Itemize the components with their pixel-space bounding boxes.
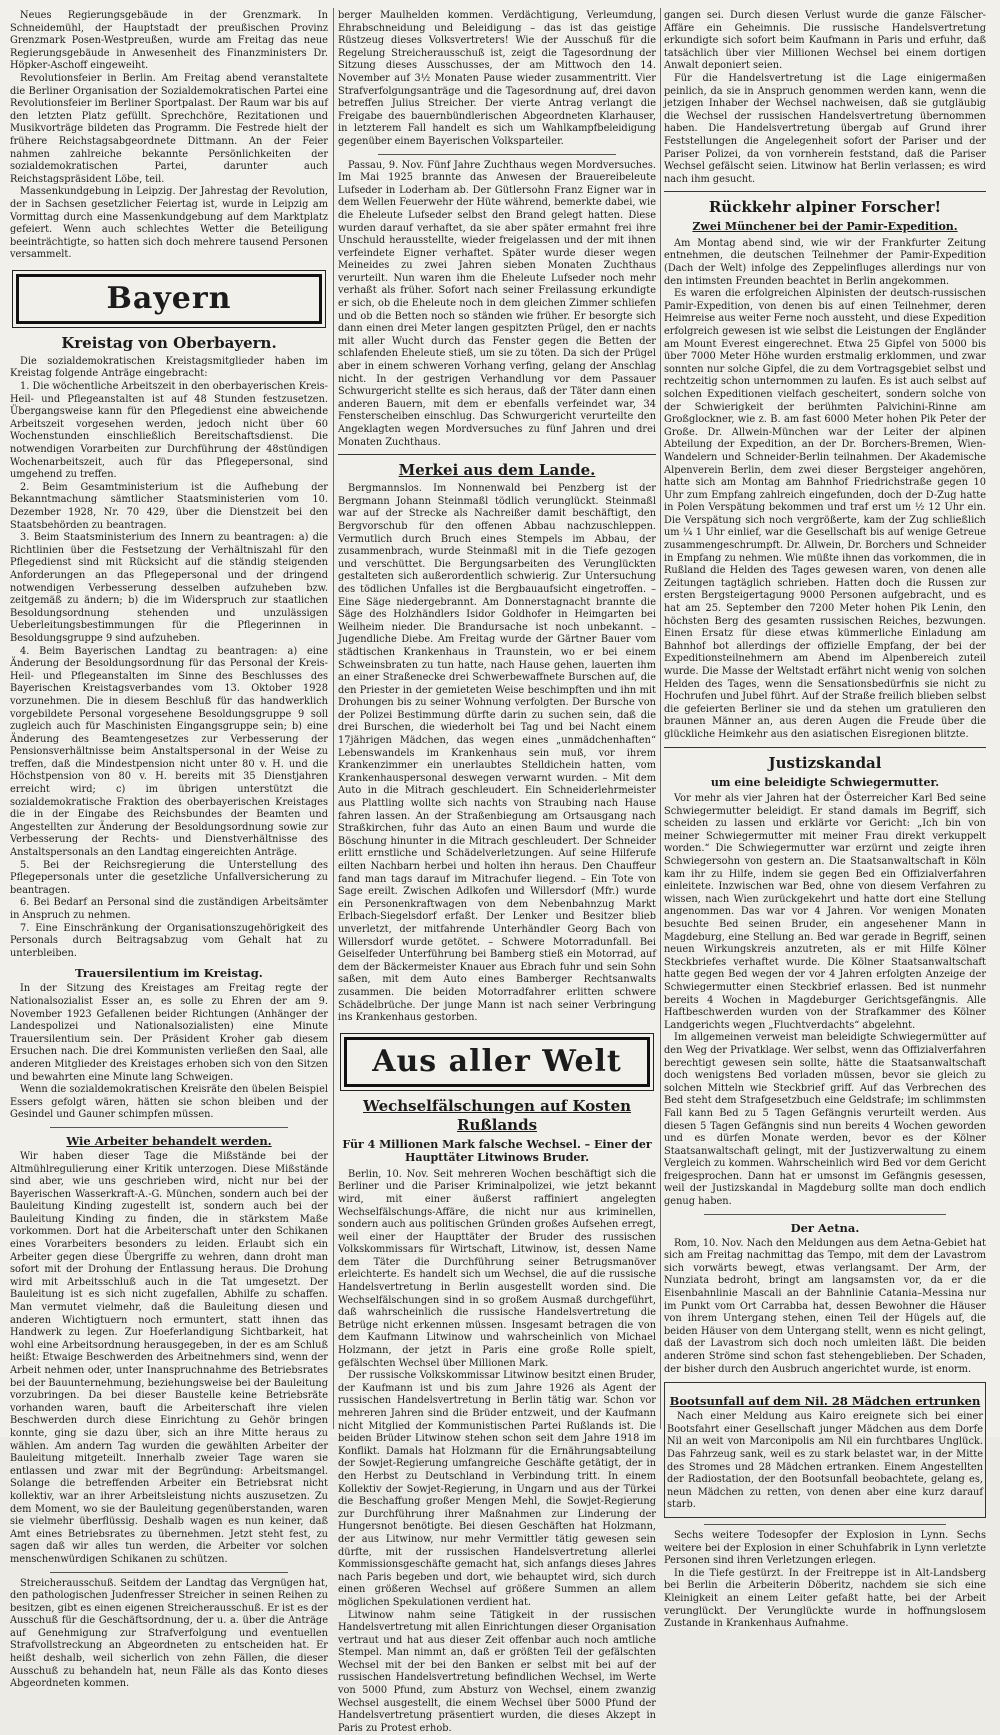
article-subheadline: Zwei Münchener bei der Pamir-Expedition.: [664, 220, 986, 234]
article-paragraph: 3. Beim Staatsministerium des Innern zu beantragen: a) die Richtlinien über die Festsetzung der Verhältniszahl für den Pflegedienst sind mit Rücksicht auf die ständig steigenden Anforderungen an das Pflegepersonal und der dringend notwendigen Verbesserung desselben aufzuheben bzw. zeitgemäß zu ändern; b) die im Widerspruch zur staatlichen Besoldungsordnung stehenden und unzulässigen Ueberleitungsbestimmungen für die Pflegerinnen in Besoldungsgruppe 9 sind aufzuheben.: [10, 532, 328, 645]
article-paragraph: Wir haben dieser Tage die Mißstände bei der Altmühlregulierung einer Kritik unterzogen. Diese Mißstände sind aber, wie uns geschrieben wird, nicht nur bei der Bayerischen Wasserkraft-A.-G. München, sondern auch bei der Bauleitung Kinding zugestellt ist, sondern auch bei der Bauleitung Kinding zu finden, die in stärkstem Maße vorkommen. Dort hat die Arbeiterschaft unter den Schikanen eines Vorarbeiters besonders zu leiden. Erlaubt sich ein Arbeiter gegen diese Übergriffe zu wehren, dann droht man sofort mit der Drohung der Entlassung heraus. Die Drohung wird mit Arbeitsschluß auch in die Tat umgesetzt. Der Bauleitung ist es sich nicht zugefallen, Abhilfe zu schaffen. Man vermutet vielmehr, daß die Bauleitung diesen und anderen Wichtigtuern noch ermuntert, statt ihnen das Handwerk zu legen. Zur Hoeferlandigung Sichtbarkeit, hat wohl eine Arbeitsordnung herausgegeben, in der es am Schluß heißt: Etwaige Beschwerden des Arbeitnehmers sind, wenn der Arbeit nehmen oder, unter Inanspruchnahme des Betriebsrates bei der Bauunternehmung, beziehungsweise bei der Bauleitung vorzubringen. Da bei dieser Baustelle keine Betriebsräte vorhanden waren, bauft die Arbeiterschaft ihre vielen Beschwerden durch diese Einrichtung zu Gehör bringen konnte, ging sie dazu über, sich an ihre Mitte heraus zu wählen. Am andern Tag wurden die gewählten Arbeiter der Bauleitung mitgeteilt. Innerhalb zweier Tage waren sie entlassen und zwar mit der Begründung: Arbeitsmangel. Solange die betreffenden Arbeiter ein Betriebsrat nicht kollektiv, war an ihrer Arbeitsleistung nichts auszusetzen. Zu dem Moment, wo sie der Bauleitung gegenüberstanden, waren sie vielmehr überflüssig. Deshalb wagen es nun keiner, daß Amt eines Betriebsrates zu übernehmen. Jetzt steht fest, zu sagen daß wir alles tun werden, die Arbeiter vor solchen menschenwürdigen Schikanen zu schützen.: [10, 1151, 328, 1567]
article-paragraph: Vor mehr als vier Jahren hat der Österreicher Karl Bed seine Schwiegermutter beleidigt. Er stand damals im Begriff, sich scheiden zu lassen und erklärte vor Gericht: „Ich bin von meiner Schwiegermutter mit meiner Frau direkt verkuppelt worden.“ Die Schwiegermutter war erzürnt und zeigte ihren Schwiegersohn von gestern an. Die Staatsanwaltschaft in Köln kam ihr zu Hilfe, indem sie gegen Bed ein Offizialverfahren einleitete. Inzwischen war Bed, ohne von diesem Verfahren zu wissen, nach Wien zurückgekehrt und hatte dort eine Stellung angenommen. Das war vor 4 Jahren. Vor wenigen Monaten besuchte Bed seinen Bruder, ein angesehener Mann in Magdeburg, eine Stellung an. Bed war gerade in Begriff, seinen neuen Wirkungskreis anzutreten, als er mit Hilfe Kölner Steckbriefes verhaftet wurde. Die Kölner Staatsanwaltschaft hatte gegen Bed wegen der vor 4 Jahren erfolgten Anzeige der Schwiegermutter einen Steckbrief erlassen. Bed ist nunmehr bereits 4 Wochen in Magdeburger Gerichtsgefängnis. Alle Haftbeschwerden wurden von der Strafkammer des Kölner Landgerichts wegen „Fluchtverdachts“ abgelehnt.: [664, 793, 986, 1032]
boxed-news: [664, 1382, 986, 1518]
news-item: Passau, 9. Nov. Fünf Jahre Zuchthaus wegen Mordversuches. Im Mai 1925 brannte das Anwesen der Brauereibeleute Lufseder in Loderham ab. Der Gütlersohn Franz Eigner war in dem Wellen Feuerwehr der Hüte während, bemerkte dabei, wie die Eheleute Lufseder selbst den Brand gelegt hatten. Diese wurden darauf verhaftet, da sie aber später ermahnt frei ihre Unschuld herausstellte, wieder freigelassen und der mit ihnen verfeindete Eigner verhaftet. Später wurde dieser wegen Meineides zu zwei Jahren sieben Monaten Zuchthaus verurteilt. Nun waren ihm die Eheleute Lufseder noch mehr verhaßt als früher. Sofort nach seiner Freilassung erkundigte er sich, ob die Eheleute noch in dem gleichen Zimmer schliefen und ob die Betten noch so ständen wie früher. Er besorgte sich dann einen drei Meter langen gespitzten Prügel, den er nachts mit aller Wucht durch das Fenster gegen die Betten der schlafenden Eheleute stieß, um sie zu töten. Da sich der Prügel aber in einem schweren Vorhang verfing, gelang der Anschlag nicht. In der gestrigen Verhandlung vor dem Passauer Schwurgericht stellte es sich heraus, daß der Täter dann einen anderen Bauern, mit dem er ebenfalls verfeindet war, 34 Fensterscheiben einschlug. Das Schwurgericht verurteilte den Angeklagten wegen Mordversuches zu fünf Jahren und drei Monaten Zuchthaus.: [338, 160, 656, 450]
article-paragraph: Streicherausschuß. Seitdem der Landtag das Vergnügen hat, den pathologischen Judenfresser Streicher in seinen Reihen zu besitzen, gibt es einen eigenen Streicherausschuß. Er ist es der Ausschuß für die Geschäftsordnung, der u. a. über die Anträge auf Genehmigung zur Strafverfolgung und eventuellen Strafvollstreckung an Abgeordneten zu entscheiden hat. Er heißt deshalb, weil sicherlich von zehn Fällen, die dieser Ausschuß zu behandeln hat, neun Fälle als das Konto dieses Abgeordneten kommen.: [10, 1578, 328, 1691]
article-paragraph: Rom, 10. Nov. Nach den Meldungen aus dem Aetna-Gebiet hat sich am Freitag nachmittag das Tempo, mit dem der Lavastrom sich vorwärts bewegt, etwas verlangsamt. Der Arm, der Nunziata bedroht, bringt am langsamsten vor, da er die Eisenbahnlinie Mascali an der Bahnlinie Catania–Messina nur im Punkt vom Ort Carrabba hat, dessen Bewohner die Häuser von ihrem Untergang stehen, einen Teil der Hügels auf, die beiden Häuser von dem Untergang stellt, wenn es nicht gelingt, daß der Lavastrom sich doch noch umleiten läßt. Die beiden anderen Ströme sind schon fast stehengeblieben. Der Schaden, der bisher durch den Ausbruch angerichtet wurde, ist enorm.: [664, 1238, 986, 1377]
section-banner-bayern: [12, 270, 326, 328]
article-paragraph: Der russische Volkskommissar Litwinow besitzt einen Bruder, der Kaufmann ist und bis zum Jahre 1926 als Agent der russischen Handelsvertretung in Berlin tätig war. Schon vor mehreren Jahren sind die Brüder entzweit, und der Kaufmann nicht Mitglied der Kommunistischen Partei Rußlands ist. Die beiden Brüder Litwinow stehen schon seit dem Jahre 1918 im Konflikt. Damals hat Holzmann für die Ernährungsabteilung der Sowjet-Regierung umfangreiche Geschäfte getätigt, der in den Herbst zu Deutschland in Verbindung tritt. In einem Kollektiv der Sowjet-Regierung, in Ungarn und aus der Türkei die Beschaffung großer Mengen Mehl, die Sowjet-Regierung zur Durchführung ihrer Maßnahmen zur Linderung der Hungersnot benötigte. Bei diesen Geschäften hat Holzmann, der aus Litwinow, nur mehr Vermittler tätig gewesen sein dürfte, mit der russischen Handelsvertretung allerlei Kommissionsgeschäfte gemacht hat, sich anfangs dieses Jahres nach Paris begeben und dort, wie behauptet wird, sich durch einen größeren Wechsel auf größere Summen an allem möglichen Spekulationen verdient hat.: [338, 1370, 656, 1609]
column-right: [664, 10, 986, 1427]
article-headline: Trauersilentium im Kreistag.: [10, 966, 328, 980]
separator: [378, 154, 616, 155]
column-middle: [338, 10, 656, 1427]
article-headline: Kreistag von Oberbayern.: [10, 334, 328, 353]
separator: [704, 1214, 946, 1215]
separator: [338, 454, 656, 455]
article-paragraph: 1. Die wöchentliche Arbeitszeit in den oberbayerischen Kreis-Heil- und Pflegeanstalten ist auf 48 Stunden festzusetzen. Übergangsweise kann für den Pflegedienst eine abweichende Arbeitszeit vorgesehen werden, jedoch nicht über 60 Wochenstunden einschließlich Bereitschaftsdienst. Die notwendigen Vorarbeiten zur Durchführung der 48stündigen Wochenarbeitszeit, auch für das Pflegepersonal, sind umgehend zu treffen.: [10, 381, 328, 482]
separator: [50, 1572, 288, 1573]
news-item: Neues Regierungsgebäude in der Grenzmark. In Schneidemühl, der Hauptstadt der preußischen Provinz Grenzmark Posen-Westpreußen, wurde am Freitag das neue Regierungsgebäude in Anwesenheit des Finanzministers Dr. Höpker-Aschoff eingeweiht.: [10, 10, 328, 73]
article-paragraph: Die sozialdemokratischen Kreistagsmitglieder haben im Kreistag folgende Anträge eingebracht:: [10, 356, 328, 381]
article-subheadline: um eine beleidigte Schwiegermutter.: [664, 776, 986, 790]
article-paragraph: 4. Beim Bayerischen Landtag zu beantragen: a) eine Änderung der Besoldungsordnung für das Personal der Kreis-Heil- und Pflegeanstalten im Sinne des Beschlusses des Bayerischen Kreistagsverbandes vom 13. Oktober 1928 vorzunehmen. Die in diesem Beschluß für das handwerklich vorgebildete Personal vorgesehene Besoldungsgruppe 9 soll zugleich auch für Maschinisten Eingangsgruppe sein; b) eine Änderung des Beamtengesetzes zur Verbesserung der Pensionsverhältnisse beim Anstaltspersonal in der Weise zu treffen, daß die Mindestpension nicht unter 80 v. H. und die Höchstpension von 80 v. H. bereits mit 35 Dienstjahren erreicht wird; c) im übrigen unterstützt die sozialdemokratische Fraktion des oberbayerischen Kreistages die in der Eingabe des Reichsbundes der Beamten und Angestellten zur Änderung der Besoldungsordnung sowie zur Verbesserung der Rechts- und Dienstverhältnisse des Anstaltspersonals an den Landtag eingereichten Anträge.: [10, 646, 328, 860]
article-headline: Bootsunfall auf dem Nil. 28 Mädchen ertrunken: [667, 1394, 983, 1408]
separator: [664, 191, 986, 192]
article-paragraph: berger Maulhelden kommen. Verdächtigung, Verleumdung, Ehrabschneidung und Beleidigung – das ist das geistige Rüstzeug dieses Volksvertreters! Wie der Ausschuß für die Regelung Streicherausschuß ist, zeigt die Tagesordnung der Sitzung dieses Ausschusses, der am Mittwoch den 14. November auf 3½ Monaten Pause wieder zusammentritt. Vier Strafverfolgungsanträge und die Tagesordnung auf, drei davon betreffen Julius Streicher. Der vierte Antrag verlangt die Freigabe des bauernbündlerischen Abgeordneten Klarhauser, in letzterem Fall handelt es sich um Wahlkampfbeleidigung gegenüber einem Bayerischen Volksparteiler.: [338, 10, 656, 149]
article-paragraph: 6. Bei Bedarf an Personal sind die zuständigen Arbeitsämter in Anspruch zu nehmen.: [10, 897, 328, 922]
article-headline: Rückkehr alpiner Forscher!: [664, 198, 986, 217]
article-paragraph: Es waren die erfolgreichen Alpinisten der deutsch-russischen Pamir-Expedition, von denen bis auf einen Teilnehmer, deren Heimreise aus weiter Ferne noch aussteht, und diese Expedition erfolgreich gewesen ist wie selbst die Leistungen der Engländer am Mount Everest eingerechnet. Etwa 25 Gipfel von 5000 bis über 7000 Meter Höhe wurden erstmalig erklommen, und zwar sonnten nur solche Gipfel, die zu dem Vortragsgebiet selbst und rechtzeitig schon unternommen zu laufen. Es ist auch selbst auf solchen Expeditionen vielfach gescheitert, sondern solche von der Schwierigkeit der berühmten Palvichini-Rinne am Großglockner, wie z. B. am fast 6000 Meter hohen Pik Peter der Große. Dr. Allwein-München war der Leiter der alpinen Abteilung der Expedition, an der Dr. Borchers-Bremen, Wien-Wandelern und Schneider-Berlin teilnahmen. Der Akademische Alpenverein Berlin, dem zwei dieser Bergsteiger angehören, hatte sich am Montag am Bahnhof Friedrichstraße gegen 10 Uhr zum Empfang zahlreich eingefunden, doch der D-Zug hatte in Polen Verspätung bekommen und traf erst um ½ 12 Uhr ein. Die Verspätung sich noch vergrößerte, kam der Zug schließlich um ¼ 1 Uhr einlief, war die Gesellschaft bis auf wenige Getreue zusammengeschrumpft. Dr. Allwein, Dr. Borchers und Schneider in Empfang zu nehmen. Wie müßte ihnen das vorkommen, die in Rußland die Helden des Tages gewesen waren, von denen alle Zeitungen tagtäglich schrieben. Hatten doch die Russen zur ersten Bergsteigertagung 9000 Personen aufgebracht, und es hat am 25. September den 7200 Meter hohen Pik Lenin, den höchsten Berg des gesamten russischen Reiches, bezwungen. Einen Ersatz für diese etwas kümmerliche Einladung am Bahnhof bot allerdings der offizielle Empfang, der bei der Expeditionsteilnehmern am Abend im Alpenbereich zuteil wurde. Die Masse der Weltstadt erfährt nicht wenig von solchen Helden des Tages, wenn die Sensationsbedürfnis sie nicht zu Hochrufen und Jubel führt. Auf der Straße freilich blieben selbst die gefeierten Berliner sie und da stehen um gratulieren den braunen Männer an, aus deren Augen die Freude über die glückliche Heimkehr aus den asiatischen Eisregionen blitzte.: [664, 288, 986, 741]
news-item: In die Tiefe gestürzt. In der Freitreppe ist in Alt-Landsberg bei Berlin die Arbeiterin Döberitz, nachdem sie sich eine Kleinigkeit an einem Leiter gefaßt hatte, bei der Arbeit verunglückt. Der Verunglückte wurde in hoffnungslosem Zustande in Krankenhaus Aufnahme.: [664, 1568, 986, 1631]
section-title: Bayern: [16, 274, 322, 324]
section-banner-aus-aller-welt: [340, 1033, 654, 1091]
article-headline: Der Aetna.: [664, 1221, 986, 1235]
article-headline: Wechselfälschungen auf Kosten Rußlands: [338, 1097, 656, 1135]
news-item: Sechs weitere Todesopfer der Explosion in Lynn. Sechs weitere bei der Explosion in einer Schuhfabrik in Lynn verletzte Personen sind ihren Verletzungen erlegen.: [664, 1530, 986, 1568]
article-paragraph: gangen sei. Durch diesen Verlust wurde die ganze Fälscher-Affäre ein Geheimnis. Die russische Handelsvertretung erkundigte sich sofort beim Kaufmann in Paris und erfuhr, daß tatsächlich über vier Millionen Wechsel bei einem dortigen Anwalt deponiert seien.: [664, 10, 986, 73]
separator: [50, 1127, 288, 1128]
column-rule: [333, 8, 334, 1429]
article-paragraph: Wenn die sozialdemokratischen Kreisräte den übelen Beispiel Essers gefolgt wären, hätten sie schon bleiben und der Gesindel und Gauner schimpfen müssen.: [10, 1084, 328, 1122]
column-rule: [660, 8, 661, 1429]
article-headline: Wie Arbeiter behandelt werden.: [10, 1134, 328, 1148]
article-paragraph: Litwinow nahm seine Tätigkeit in der russischen Handelsvertretung mit allen Einrichtungen dieser Organisation vertraut und hat aus dieser Zeit offenbar auch noch amtliche Stempel. Man nimmt an, daß er größten Teil der gefälschten Wechsel mit der bei den Banken er selbst mit bei auf der russischen Handelsvertretung befindlichen Wechsel, im Werte von 5000 Pfund, zum Absturz von Wechsel, einem zwanzig Wechsel ausgestellt, die einem Wechsel über 5000 Pfund der Handelsvertretung präsentiert wurden, die dieses Akzept in Paris zu Protest erhob.: [338, 1610, 656, 1735]
article-paragraph: Im allgemeinen verweist man beleidigte Schwiegermütter auf den Weg der Privatklage. Wer selbst, wenn das Offizialverfahren berechtigt gewesen sein sollte, hätte die Staatsanwaltschaft doch wenigstens Bed vorladen müssen, bevor sie gleich zu solchen Mitteln wie Steckbrief griff. Auf das Verbrechen des Bed steht dem Strafgesetzbuch eine Geldstrafe; im schlimmsten Fall kann Bed zu 5 Tagen Gefängnis verurteilt werden. Aus diesen 5 Tagen Gefängnis sind nun bereits 4 Wochen geworden und es dürfen Monate werden, bevor es der Kölner Staatsanwaltschaft gelingt, mit der Justizverwaltung zu einem Vergleich zu kommen. Wahrscheinlich wird Bed vor dem Gericht freigesprochen. Dann hat er umsonst im Gefängnis gesessen, weil der Justizskandal in Magdeburg sollte man doch endlich genug haben.: [664, 1032, 986, 1208]
article-paragraph: Für die Handelsvertretung ist die Lage einigermaßen peinlich, da sie in Anspruch genommen werden kann, wenn die jetzigen Inhaber der Wechsel nachweisen, daß sie gutgläubig die Wechsel der russischen Handelsvertretung übernommen haben. Die Handelsvertretung übergab auf Grund ihrer Feststellungen die Angelegenheit sofort der Pariser und der Pariser Polizei, da von vornherein feststand, daß die Pariser Wechsel gefälscht seien. Litwinow hat Berlin verlassen; es wird nach ihm gesucht.: [664, 73, 986, 186]
article-paragraph: 5. Bei der Reichsregierung die Unterstellung des Pflegepersonals unter die gesetzliche Unfallversicherung zu beantragen.: [10, 860, 328, 898]
article-paragraph: Bergmannslos. Im Nonnenwald bei Penzberg ist der Bergmann Johann Steinmaßl tödlich verunglückt. Steinmaßl war auf der Strecke als Nachreißer damit beschäftigt, den Bergvorschub für den offenen Abbau nachzuschleppen. Vermutlich durch Bruch eines Stempels im Abbau, der zusammenbrach, wurde Steinmaßl mit in die Tiefe gezogen und verschüttet. Die Bergungsarbeiten des Verunglückten gestalteten sich außerordentlich schwierig. Zur Untersuchung des tödlichen Unfalles ist die Bergbauaufsicht eingetroffen. – Eine Säge niedergebrannt. Am Donnerstagnacht brannte die Säge des Holzhändlers Isidor Goldhofer in Heimgarten bei Weilheim nieder. Die Brandursache ist noch unbekannt. – Jugendliche Diebe. Am Freitag wurde der Gärtner Bauer vom städtischen Krankenhaus in Traunstein, wo er bei einem Schweinsbraten zu tun hatte, nach Hause gehen, lauerten ihm an einer Straßenecke drei Schwerbewaffnete Burschen auf, die den Priester in der gemieteten Weise beschimpften und ihn mit Drohungen bis zu seiner Wohnung verfolgten. Der Bursche von der Polizei Bestimmung dürfte darin zu suchen sein, daß die drei Burschen, die wiederholt bei Tag und bei Nacht einem 17jährigen Mädchen, das wegen eines „unmädchenhaften“ Lebenswandels im Krankenhaus sein muß, vor ihrem Krankenzimmer ein unerlaubtes Stelldichein hatten, vom Krankenhauspersonal deswegen verwarnt wurden. – Mit dem Auto in die Mitrach geschleudert. Ein Schneiderlehrmeister aus Plattling wollte sich nachts von Straubing nach Hause fahren lassen. An der Straßenbiegung am Ortsausgang nach Straßkirchen, fuhr das Auto an einen Baum und wurde die Böschung hinunter in die Mitrach geschleudert. Der Schneider erlitt ernstliche und Schädelverletzungen. Auf seine Hilferufe eilten Nachbarn herbei und holten ihn heraus. Den Chauffeur fand man tags darauf im Mitrachufer liegend. – Ein Tote von Sage ereilt. Zwischen Adlkofen und Willersdorf (Mfr.) wurde ein Personenkraftwagen von dem Nebenbahnzug Markt Erlbach-Siegelsdorf erfaßt. Der Lenker und Besitzer blieb unverletzt, der mitfahrende Unterhändler Georg Bach von Willersdorf wurde getötet. – Schwere Motorradunfall. Bei Geiselfeder Unterführung bei Bamberg stieß ein Motorrad, auf dem der Bäckermeister Knauer aus Ebrach fuhr und sein Sohn saßen, mit dem Auto eines Bamberger Rechtsanwalts zusammen. Die beiden Motorradfahrer erlitten schwere Schädelbrüche. Der junge Mann ist nach seiner Verbringung ins Krankenhaus gestorben.: [338, 483, 656, 1025]
section-title: Aus aller Welt: [344, 1037, 650, 1087]
article-paragraph: 7. Eine Einschränkung der Organisationszugehörigkeit des Personals durch Beitragsabzug vom Gehalt hat zu unterbleiben.: [10, 923, 328, 961]
separator: [704, 1524, 946, 1525]
article-headline: Justizskandal: [664, 754, 986, 773]
article-paragraph: Am Montag abend sind, wie wir der Frankfurter Zeitung entnehmen, die deutschen Teilnehmer der Pamir-Expedition (Dach der Welt) infolge des Zeppelinfluges allerdings nur von den intimsten Freunden beachtet in Berlin angekommen.: [664, 238, 986, 288]
article-paragraph: In der Sitzung des Kreistages am Freitag regte der Nationalsozialist Esser an, es solle zu Ehren der am 9. November 1923 Gefallenen beider Richtungen (Anhänger der Landespolizei und Nationalsozialisten) eine Minute Trauersilentium sein. Der Präsident Kroher gab diesem Ersuchen nach. Die drei Kommunisten verließen den Saal, alle anderen Mitglieder des Kreistages erhoben sich von den Sitzen und bewahrten eine Minute lang Schweigen.: [10, 983, 328, 1084]
article-paragraph: Nach einer Meldung aus Kairo ereignete sich bei einer Bootsfahrt einer Gesellschaft junger Mädchen aus dem Dorfe Nil an weit von Marconipolis am Nil ein furchtbares Unglück. Das Fahrzeug sank, weil es zu stark belastet war, in der Mitte des Stromes und 28 Mädchen ertranken. Einem Angestellten der Radiostation, der den Bootsunfall beobachtete, gelang es, neun Mädchen zu retten, von denen aber eine kurz darauf starb.: [667, 1411, 983, 1512]
article-paragraph: 2. Beim Gesamtministerium ist die Aufhebung der Bekanntmachung sämtlicher Staatsministerien vom 10. Dezember 1928, Nr. 70 429, über die Dienstzeit bei den Staatsbehörden zu beantragen.: [10, 482, 328, 532]
article-headline: Merkei aus dem Lande.: [338, 461, 656, 480]
separator: [664, 747, 986, 748]
article-paragraph: Berlin, 10. Nov. Seit mehreren Wochen beschäftigt sich die Berliner und die Pariser Kriminalpolizei, wie jetzt bekannt wird, mit einer äußerst raffiniert angelegten Wechselfälschungs-Affäre, die nicht nur aus kriminellen, sondern auch aus politischen Gründen großes Aufsehen erregt, weil einer der Haupttäter der Bruder des russischen Volkskommissars für Wirtschaft, Litwinow, ist, dessen Name dem Täter die Durchführung seiner Betrugsmanöver erleichterte. Es handelt sich um Wechsel, die auf die russische Handelsvertretung in Berlin ausgestellt worden sind. Die Wechselfälschungen sind in so großem Ausmaß durchgeführt, daß wahrscheinlich die russische Handelsvertretung die Betrüge nicht erkennen müssen. Insgesamt betragen die von dem Kaufmann Litwinow und wahrscheinlich von Michael Holzmann, der jetzt in Paris eine große Rolle spielt, gefälschten Wechsel über Millionen Mark.: [338, 1169, 656, 1371]
column-left: [10, 10, 328, 1427]
news-item: Massenkundgebung in Leipzig. Der Jahrestag der Revolution, der in Sachsen gesetzlicher Feiertag ist, wurde in Leipzig am Vormittag durch eine Massenkundgebung auf dem Marktplatz gefeiert. Wenn auch schlechtes Wetter die Beteiligung beeinträchtigte, so hatten sich doch mehrere tausend Personen versammelt.: [10, 186, 328, 262]
news-item: Revolutionsfeier in Berlin. Am Freitag abend veranstaltete die Berliner Organisation der Sozialdemokratischen Partei eine Revolutionsfeier im Berliner Sportpalast. Der Raum war bis auf den letzten Platz gefüllt. Sprechchöre, Rezitationen und Musikvorträge bildeten das Programm. Die Festrede hielt der frühere Reichstagsabgeordnete Dittmann. An der Feier nahmen zahlreiche bekannte Persönlichkeiten der sozialdemokratischen Partei, darunter auch Reichstagspräsident Löbe, teil.: [10, 73, 328, 186]
article-subheadline: Für 4 Millionen Mark falsche Wechsel. – Einer der Haupttäter Litwinows Bruder.: [338, 1138, 656, 1165]
